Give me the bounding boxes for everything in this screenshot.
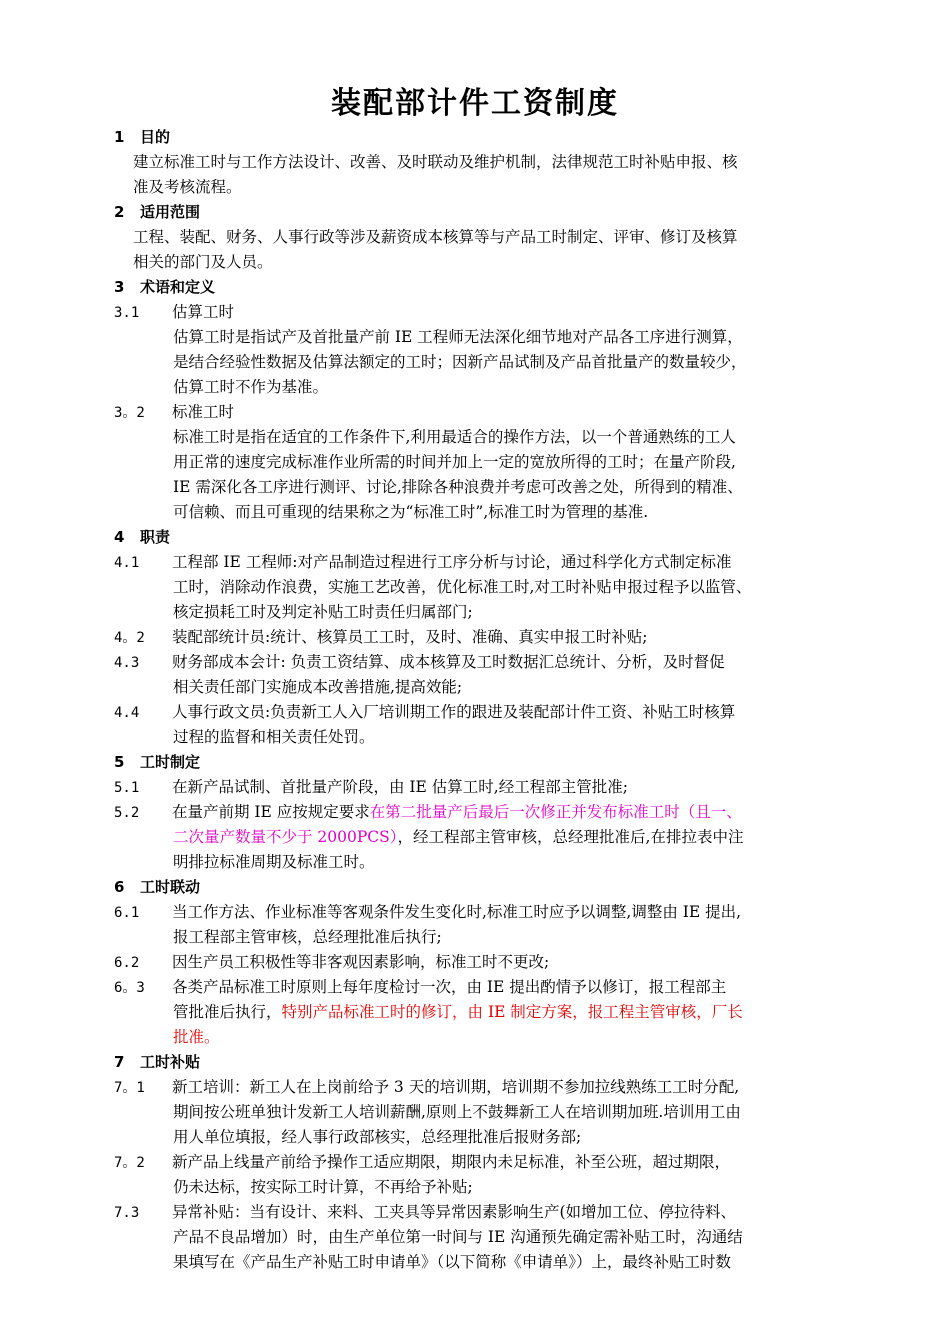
paragraph-line: 仍未达标，按实际工时计算，不再给予补贴;	[173, 1178, 473, 1196]
section-title: 工时补贴	[140, 1053, 201, 1071]
clause-number: 3.1	[114, 305, 140, 321]
paragraph-line: 可信赖、而且可重现的结果称之为“标准工时”,标准工时为管理的基准.	[173, 503, 649, 521]
highlighted-text: 二次量产数量不少于 2000PCS）	[173, 828, 398, 846]
section-title: 工时联动	[140, 878, 201, 896]
paragraph-line: 产品不良品增加）时，由生产单位第一时间与 IE 沟通预先确定需补贴工时，沟通结	[173, 1228, 743, 1246]
clause-text: 人事行政文员:负责新工人入厂培训期工作的跟进及装配部计件工资、补贴工时核算	[172, 703, 736, 721]
section-number: 2	[114, 203, 125, 221]
section-number: 6	[114, 878, 125, 896]
clause-text: 各类产品标准工时原则上每年度检讨一次，由 IE 提出酌情予以修订，报工程部主	[172, 978, 727, 996]
clause-text: 在新产品试制、首批量产阶段，由 IE 估算工时,经工程部主管批准;	[172, 778, 628, 796]
section-2-heading	[0, 200, 950, 225]
clause-text: 工程部 IE 工程师:对产品制造过程进行工序分析与讨论，通过科学化方式制定标准	[172, 553, 732, 571]
clause-5-1	[0, 775, 950, 800]
section-number: 4	[114, 528, 125, 546]
clause-6-2	[0, 950, 950, 975]
paragraph-line: 用正常的速度完成标准作业所需的时间并加上一定的宽放所得的工时；在量产阶段,	[173, 453, 736, 471]
section-number: 1	[114, 128, 125, 146]
clause-6-3	[0, 975, 950, 1000]
paragraph-line: 用人单位填报，经人事行政部核实，总经理批准后报财务部;	[173, 1128, 582, 1146]
document-title: 装配部计件工资制度	[331, 86, 619, 121]
section-4-heading	[0, 525, 950, 550]
section-title: 职责	[140, 528, 171, 546]
clause-7-3	[0, 1200, 950, 1225]
paragraph-line: 估算工时不作为基准。	[173, 378, 329, 396]
section-title: 术语和定义	[140, 278, 216, 296]
section-title: 工时制定	[140, 753, 201, 771]
paragraph-line: 是结合经验性数据及估算法额定的工时；因新产品试制及产品首批量产的数量较少，	[173, 353, 747, 371]
paragraph-line: 工时，消除动作浪费，实施工艺改善，优化标准工时,对工时补贴申报过程予以监管、	[173, 578, 752, 596]
paragraph-line: 相关责任部门实施成本改善措施,提高效能;	[173, 678, 463, 696]
paragraph-line: 标准工时是指在适宜的工作条件下,利用最适合的操作方法，以一个普通熟练的工人	[173, 428, 736, 446]
clause-4-4	[0, 700, 950, 725]
section-3-heading	[0, 275, 950, 300]
clause-number: 3。2	[114, 405, 145, 421]
paragraph-line: 准及考核流程。	[133, 178, 242, 196]
clause-title: 估算工时	[172, 303, 235, 321]
section-title: 适用范围	[140, 203, 201, 221]
paragraph-line: 估算工时是指试产及首批量产前 IE 工程师无法深化细节地对产品各工序进行测算，	[173, 328, 743, 346]
clause-text: 因生产员工积极性等非客观因素影响，标准工时不更改;	[172, 953, 550, 971]
clause-4-1	[0, 550, 950, 575]
clause-text: 新产品上线量产前给予操作工适应期限，期限内未足标准，补至公班，超过期限，	[172, 1153, 731, 1171]
section-1-heading	[0, 125, 950, 150]
clause-6-1	[0, 900, 950, 925]
highlighted-text: 在第二批量产后最后一次修正并发布标准工时（且一、	[369, 803, 742, 821]
clause-text: 装配部统计员:统计、核算员工工时，及时、准确、真实申报工时补贴;	[172, 628, 648, 646]
clause-number: 6.1	[114, 905, 140, 921]
clause-5-2	[0, 800, 950, 825]
clause-number: 6.2	[114, 955, 140, 971]
clause-number: 4.3	[114, 655, 140, 671]
clause-4-2	[0, 625, 950, 650]
clause-3-2	[0, 400, 950, 425]
paragraph-line: 报工程部主管审核，总经理批准后执行;	[173, 928, 442, 946]
paragraph-line: 相关的部门及人员。	[133, 253, 273, 271]
paragraph-line: 果填写在《产品生产补贴工时申请单》（以下简称《申请单》）上，最终补贴工时数	[173, 1253, 732, 1271]
clause-text: 在量产前期 IE 应按规定要求	[172, 803, 370, 821]
document-body	[0, 125, 950, 1275]
clause-3-1	[0, 300, 950, 325]
paragraph-line	[0, 825, 950, 850]
clause-7-2	[0, 1150, 950, 1175]
paragraph-line: 明排拉标准周期及标准工时。	[173, 853, 375, 871]
clause-text: 财务部成本会计: 负责工资结算、成本核算及工时数据汇总统计、分析，及时督促	[172, 653, 725, 671]
clause-7-1	[0, 1075, 950, 1100]
clause-text: 新工培训：新工人在上岗前给予 3 天的培训期，培训期不参加拉线熟练工工时分配,	[172, 1078, 740, 1096]
paragraph-line: 核定损耗工时及判定补贴工时责任归属部门;	[173, 603, 473, 621]
highlighted-text: 特别产品标准工时的修订，由 IE 制定方案，报工程主管审核，厂长	[281, 1003, 743, 1021]
section-title: 目的	[140, 128, 171, 146]
clause-number: 7。2	[114, 1155, 145, 1171]
clause-4-3	[0, 650, 950, 675]
clause-number: 4。2	[114, 630, 145, 646]
clause-number: 5.1	[114, 780, 140, 796]
clause-number: 7.3	[114, 1205, 140, 1221]
clause-text: 当工作方法、作业标准等客观条件发生变化时,标准工时应予以调整,调整由 IE 提出,	[172, 903, 742, 921]
clause-title: 标准工时	[172, 403, 235, 421]
section-number: 7	[114, 1053, 125, 1071]
paragraph-line: 工程、装配、财务、人事行政等涉及薪资成本核算等与产品工时制定、评审、修订及核算	[133, 228, 738, 246]
paragraph-text: ，经工程部主管审核，总经理批准后,在排拉表中注	[397, 828, 744, 846]
paragraph-text: 管批准后执行，	[173, 1003, 282, 1021]
paragraph-line: 过程的监督和相关责任处罚。	[173, 728, 375, 746]
section-number: 5	[114, 753, 125, 771]
clause-number: 7。1	[114, 1080, 145, 1096]
paragraph-line: IE 需深化各工序进行测评、讨论,排除各种浪费并考虑可改善之处，所得到的精准、	[173, 478, 743, 496]
section-7-heading	[0, 1050, 950, 1075]
clause-number: 5.2	[114, 805, 140, 821]
paragraph-line: 期间按公班单独计发新工人培训薪酬,原则上不鼓舞新工人在培训期加班.培训用工由	[173, 1103, 741, 1121]
paragraph-line: 建立标准工时与工作方法设计、改善、及时联动及维护机制，法律规范工时补贴申报、核	[133, 153, 738, 171]
clause-text: 异常补贴：当有设计、来料、工夹具等异常因素影响生产(如增加工位、停拉待料、	[172, 1203, 737, 1221]
clause-number: 4.4	[114, 705, 140, 721]
paragraph-line	[0, 1000, 950, 1025]
clause-number: 6。3	[114, 980, 145, 996]
section-5-heading	[0, 750, 950, 775]
section-6-heading	[0, 875, 950, 900]
highlighted-line: 批准。	[173, 1028, 220, 1046]
clause-number: 4.1	[114, 555, 140, 571]
section-number: 3	[114, 278, 125, 296]
